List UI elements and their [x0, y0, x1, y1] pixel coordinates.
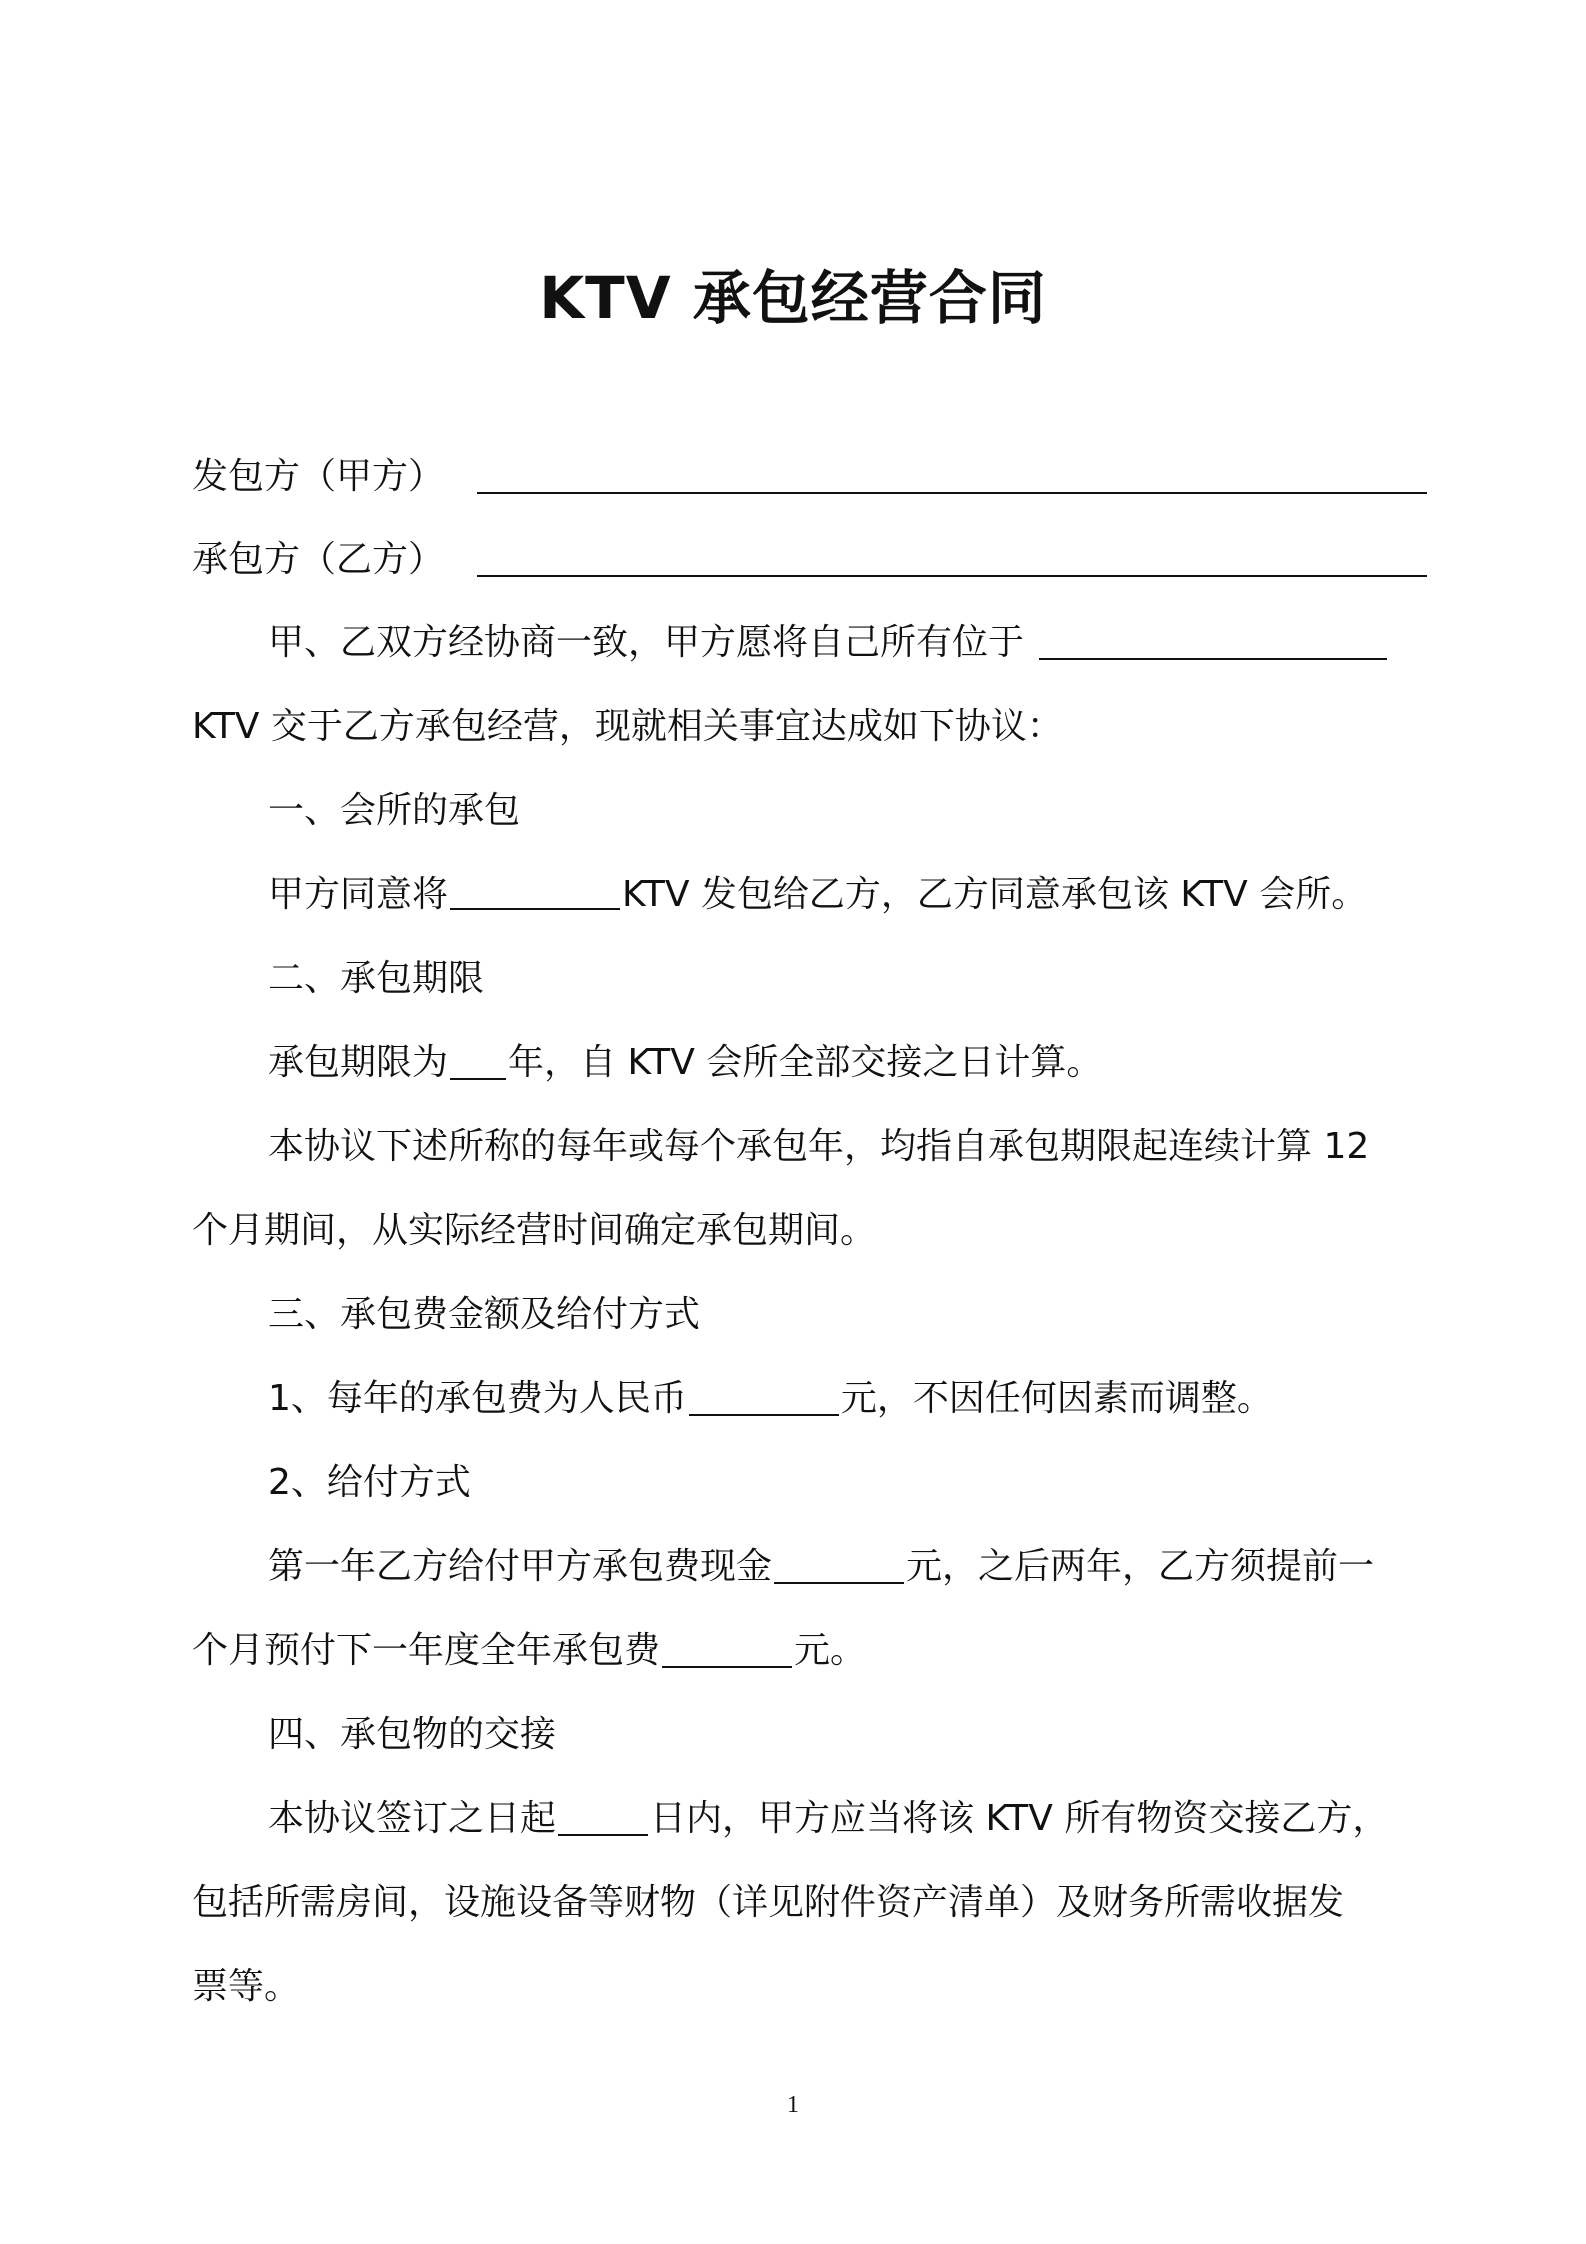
intro-line-2: KTV 交于乙方承包经营，现就相关事宜达成如下协议：	[192, 706, 1063, 747]
payment-line-1	[192, 1542, 1404, 1592]
payment-line-2-after: 元。	[794, 1630, 867, 1671]
party-b-label: 承包方（乙方）	[192, 539, 445, 580]
page-number: 1	[787, 2092, 799, 2118]
section-1-heading: 一、会所的承包	[268, 790, 521, 831]
term-text-before: 承包期限为	[268, 1042, 449, 1083]
party-a-label: 发包方（甲方）	[192, 456, 445, 497]
section-4-line-1	[192, 1794, 1404, 1844]
section-1-text-after: KTV 发包给乙方，乙方同意承包该 KTV 会所。	[622, 874, 1368, 915]
section-4-line-2: 包括所需房间，设施设备等财物（详见附件资产清单）及财务所需收据发	[192, 1882, 1345, 1923]
term-text-after: 年，自 KTV 会所全部交接之日计算。	[508, 1042, 1103, 1083]
section-3-item-1	[192, 1374, 1404, 1424]
section-3-item-2-heading: 2、给付方式	[268, 1462, 471, 1503]
section-4-heading: 四、承包物的交接	[268, 1714, 557, 1755]
handover-days-blank	[558, 1794, 648, 1836]
term-years-blank	[450, 1038, 506, 1080]
fee-text-before: 1、每年的承包费为人民币	[268, 1378, 687, 1419]
intro-line-1	[192, 618, 1404, 668]
document-title: KTV 承包经营合同	[539, 264, 1047, 332]
intro-location-blank	[1039, 618, 1387, 660]
payment-line-1-before: 第一年乙方给付甲方承包费现金	[268, 1546, 773, 1587]
intro-text-1: 甲、乙双方经协商一致，甲方愿将自己所有位于	[268, 622, 1025, 663]
annual-fee-blank	[689, 1374, 839, 1416]
payment-line-1-after: 元，之后两年，乙方须提前一	[906, 1546, 1375, 1587]
section-4-line-3: 票等。	[192, 1966, 301, 2007]
fee-text-after: 元，不因任何因素而调整。	[840, 1378, 1273, 1419]
party-a-row	[192, 452, 1404, 502]
section-3-heading: 三、承包费金额及给付方式	[268, 1294, 701, 1335]
handover-text-before: 本协议签订之日起	[268, 1798, 557, 1839]
payment-line-2	[192, 1626, 1404, 1676]
party-b-blank	[477, 535, 1427, 577]
handover-text-after: 日内，甲方应当将该 KTV 所有物资交接乙方，	[650, 1798, 1389, 1839]
party-b-row	[192, 535, 1404, 585]
prepay-fee-blank	[662, 1626, 792, 1668]
ktv-name-blank	[450, 870, 620, 910]
payment-line-2-before: 个月预付下一年度全年承包费	[192, 1630, 661, 1671]
section-2-para-line-1: 本协议下述所称的每年或每个承包年，均指自承包期限起连续计算 12	[268, 1126, 1370, 1167]
first-year-fee-blank	[774, 1542, 904, 1584]
section-2-para-line-2: 个月期间，从实际经营时间确定承包期间。	[192, 1210, 877, 1251]
section-1-text-before: 甲方同意将	[268, 874, 449, 915]
section-2-heading: 二、承包期限	[268, 958, 485, 999]
section-1-text	[192, 870, 1404, 920]
section-2-term	[192, 1038, 1404, 1088]
party-a-blank	[477, 452, 1427, 494]
